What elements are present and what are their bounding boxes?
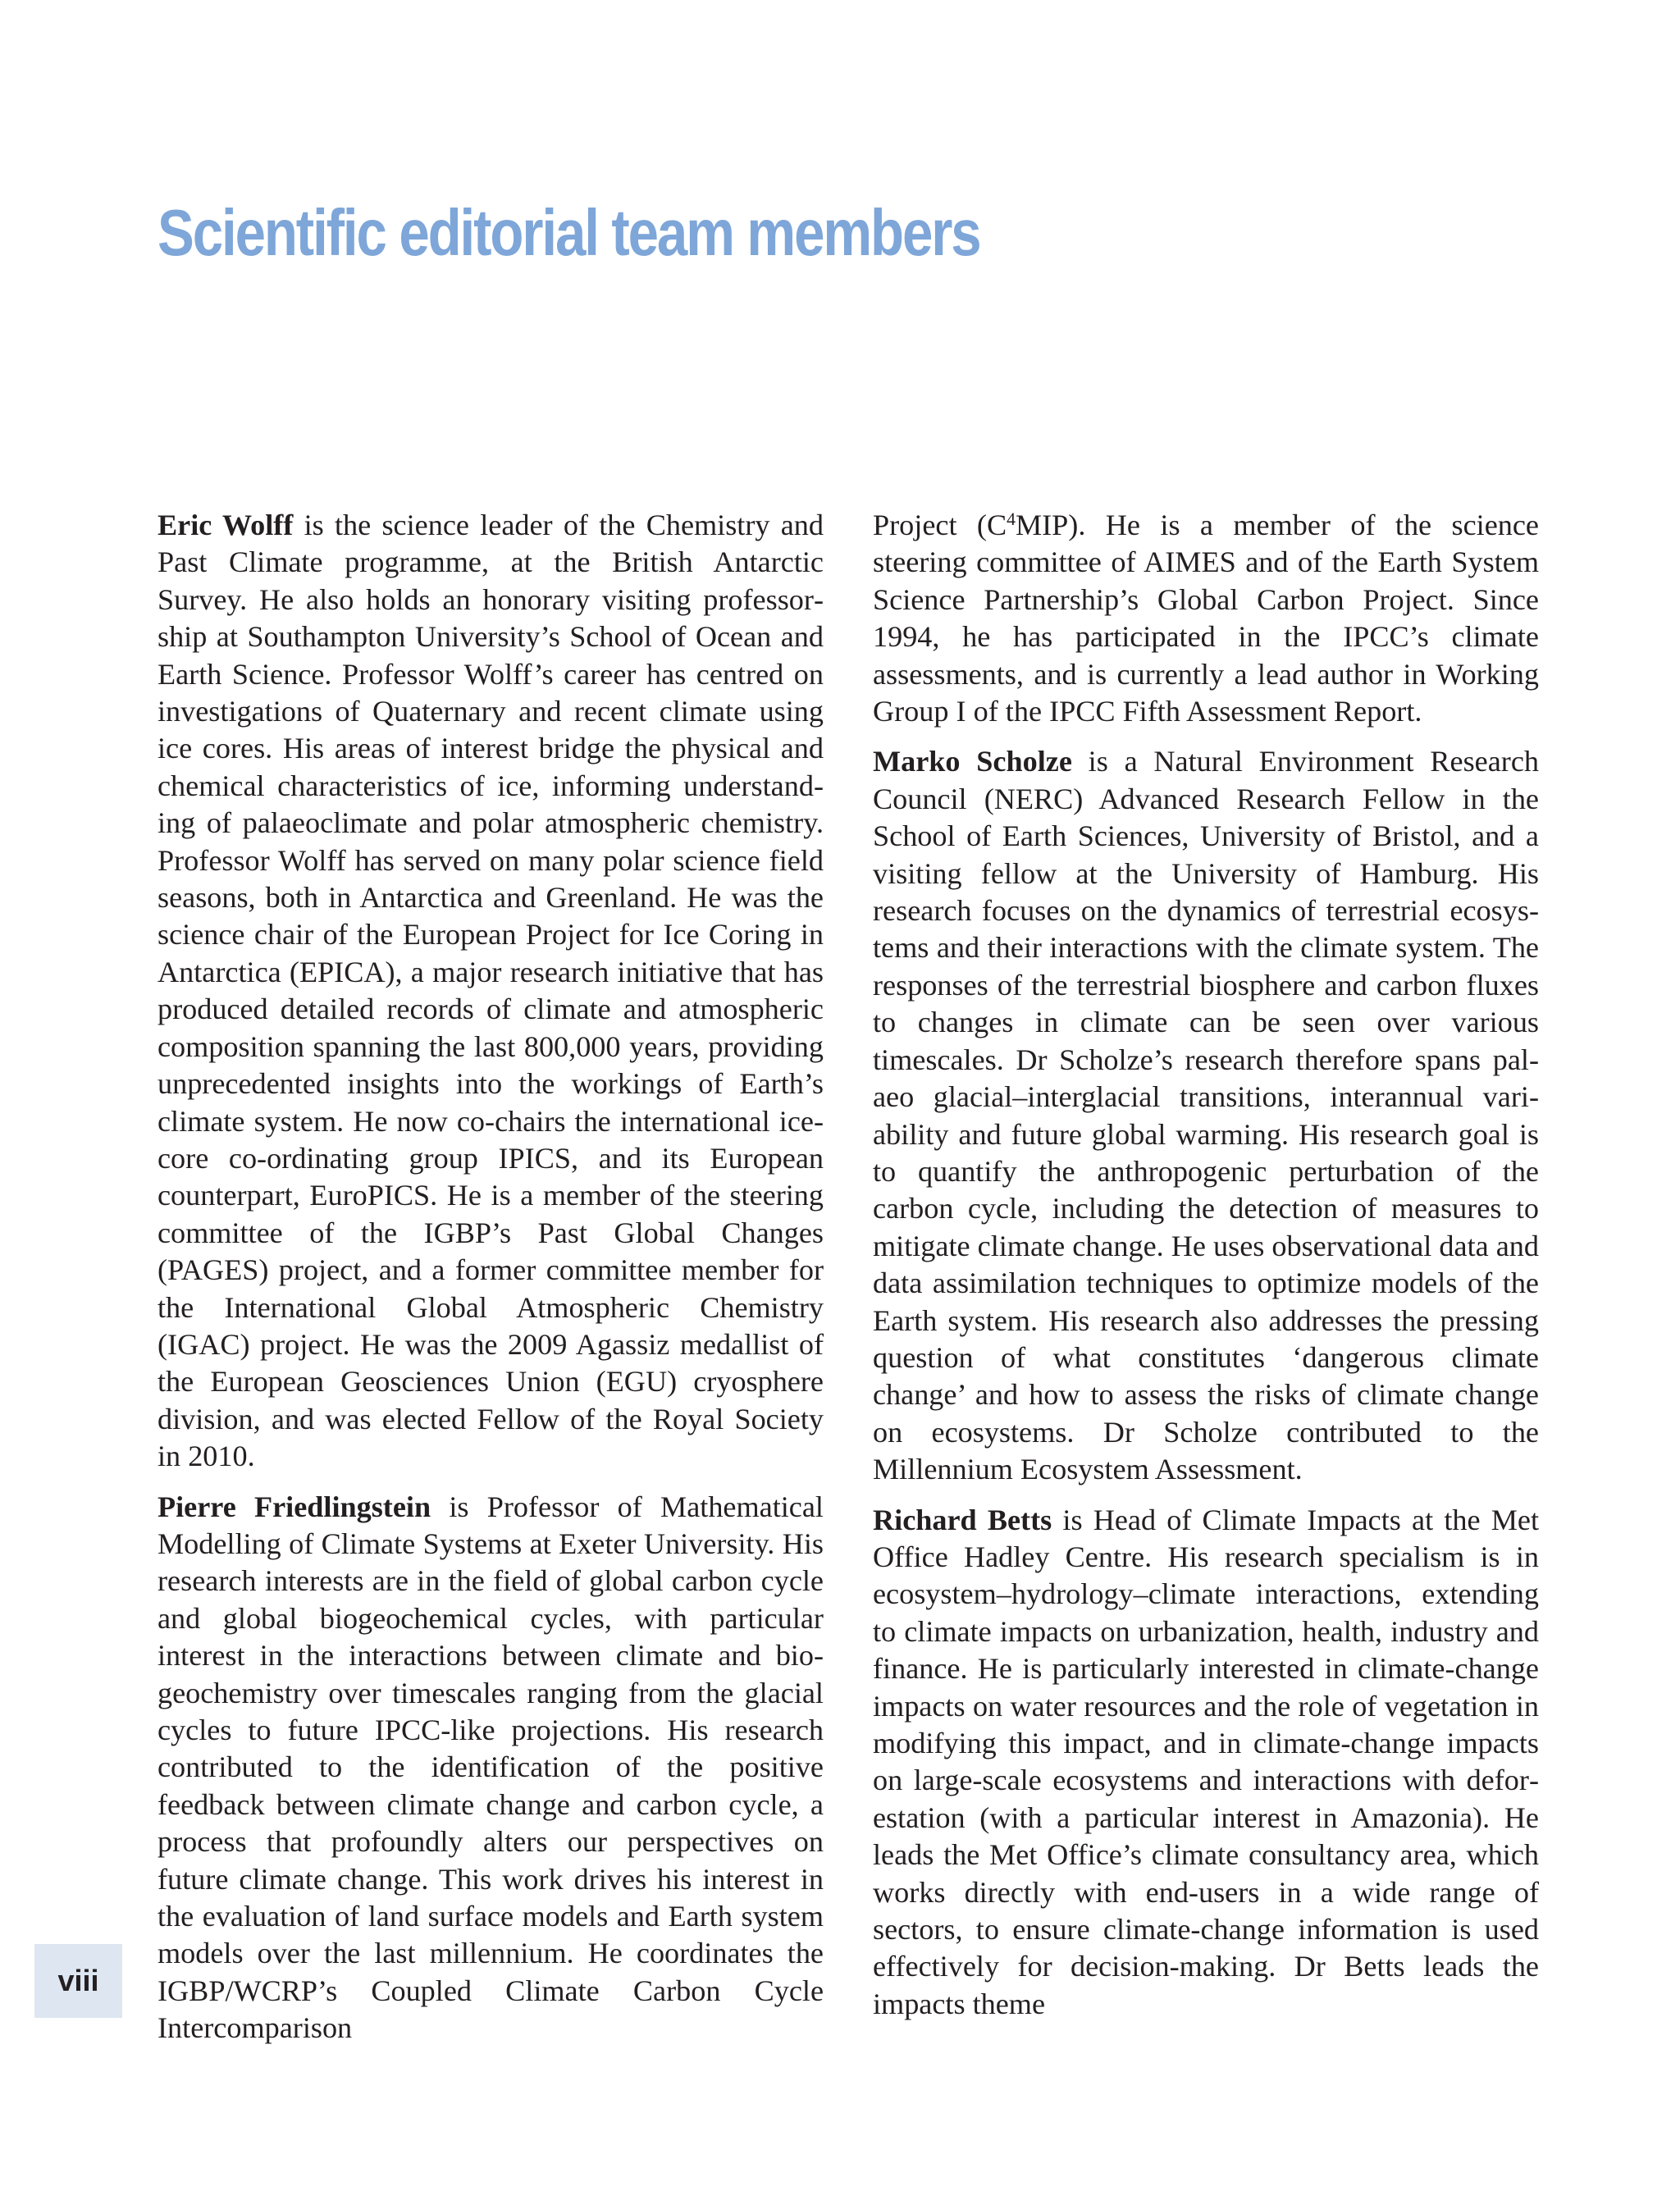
right-column <box>873 507 1539 2036</box>
bio-name-pierre-friedlingstein: Pierre Friedlingstein <box>158 1490 431 1523</box>
page-title: Scientific editorial team members <box>158 196 980 269</box>
bio-name-richard-betts: Richard Betts <box>873 1503 1052 1536</box>
bio-name-marko-scholze: Marko Scholze <box>873 745 1072 778</box>
superscript-4: 4 <box>1007 509 1016 530</box>
bio-text-richard-betts: is Head of Climate Impacts at the Met Office Hadley Centre. His research specialism is in ecosystem–hydrology–climate interactions, extending to climate impacts on urbanization, health, industry and finance. He is particularly interested in climate-change impacts on water resources and the role of vegetation in modifying this impact, and in climate-change impacts on large-scale ecosystems and interactions with deforestation (with a particular interest in Amazonia). He leads the Met Office’s climate consultancy area, which works directly with end-users in a wide range of sectors, to ensure climate-change information is used effectively for decision-making. Dr Betts leads the impacts theme <box>873 1503 1539 2020</box>
bio-text-friedlingstein-cont-end: MIP). He is a member of the science steering committee of AIMES and of the Earth System Science Partnership’s Global Carbon Project. Since 1994, he has participated in the IPCC’s climate assessments, and is currently a lead author in Working Group I of the IPCC Fifth Assessment Report. <box>873 509 1539 728</box>
bio-pierre-friedlingstein-continued <box>873 507 1539 730</box>
bio-marko-scholze <box>873 743 1539 1488</box>
page-number-tab <box>34 1944 122 2018</box>
page-number: viii <box>57 1964 99 1997</box>
bio-pierre-friedlingstein <box>158 1489 824 2047</box>
bio-text-pierre-friedlingstein: is Professor of Mathematical Modelling of Climate Systems at Exeter University. His research interests are in the field of global carbon cycle and global biogeochemical cycles, with particular interest in the interactions between climate and biogeochemistry over timescales ranging from the glacial cycles to future IPCC-like projections. His research contributed to the identification of the positive feedback between climate change and carbon cycle, a process that profoundly alters our perspectives on future climate change. This work drives his interest in the evaluation of land surface models and Earth system models over the last millennium. He coordinates the IGBP/WCRP’s Coupled Climate Carbon Cycle Intercomparison <box>158 1490 824 2045</box>
left-column <box>158 507 824 2060</box>
bio-eric-wolff <box>158 507 824 1476</box>
bio-text-friedlingstein-cont-start: Project (C <box>873 509 1007 541</box>
bio-text-marko-scholze: is a Natural Environment Research Council (NERC) Advanced Research Fellow in the School of Earth Sciences, University of Bristol, and a visiting fellow at the University of Hamburg. His research focuses on the dynamics of terrestrial ecosystems and their interactions with the climate system. The responses of the terrestrial biosphere and carbon fluxes to changes in climate can be seen over various timescales. Dr Scholze’s research therefore spans palaeo glacial–interglacial transitions, interannual variability and future global warming. His research goal is to quantify the anthropogenic perturbation of the carbon cycle, including the detection of measures to mitigate climate change. He uses observational data and data assimilation techniques to optimize models of the Earth system. His research also addresses the pressing question of what constitutes ‘dangerous climate change’ and how to assess the risks of climate change on ecosystems. Dr Scholze contributed to the Millennium Ecosystem Assessment. <box>873 745 1539 1486</box>
bio-richard-betts <box>873 1502 1539 2024</box>
bio-text-eric-wolff: is the science leader of the Chemistry and Past Climate programme, at the British Antarctic Survey. He also holds an honorary visiting professorship at Southampton University’s School of Ocean and Earth Science. Professor Wolff’s career has centred on investigations of Quaternary and recent climate using ice cores. His areas of interest bridge the physical and chemical characteristics of ice, informing understanding of palaeoclimate and polar atmospheric chemistry. Professor Wolff has served on many polar science field seasons, both in Antarctica and Greenland. He was the science chair of the European Project for Ice Coring in Antarctica (EPICA), a major research initiative that has produced detailed records of climate and atmospheric composition spanning the last 800,000 years, providing unprecedented insights into the workings of Earth’s climate system. He now co-chairs the international ice-core co-ordinating group IPICS, and its European counterpart, EuroPICS. He is a member of the steering committee of the IGBP’s Past Global Changes (PAGES) project, and a former committee member for the International Global Atmospheric Chemistry (IGAC) project. He was the 2009 Agassiz medallist of the European Geosciences Union (EGU) cryosphere division, and was elected Fellow of the Royal Society in 2010. <box>158 509 824 1473</box>
bio-name-eric-wolff: Eric Wolff <box>158 509 294 541</box>
